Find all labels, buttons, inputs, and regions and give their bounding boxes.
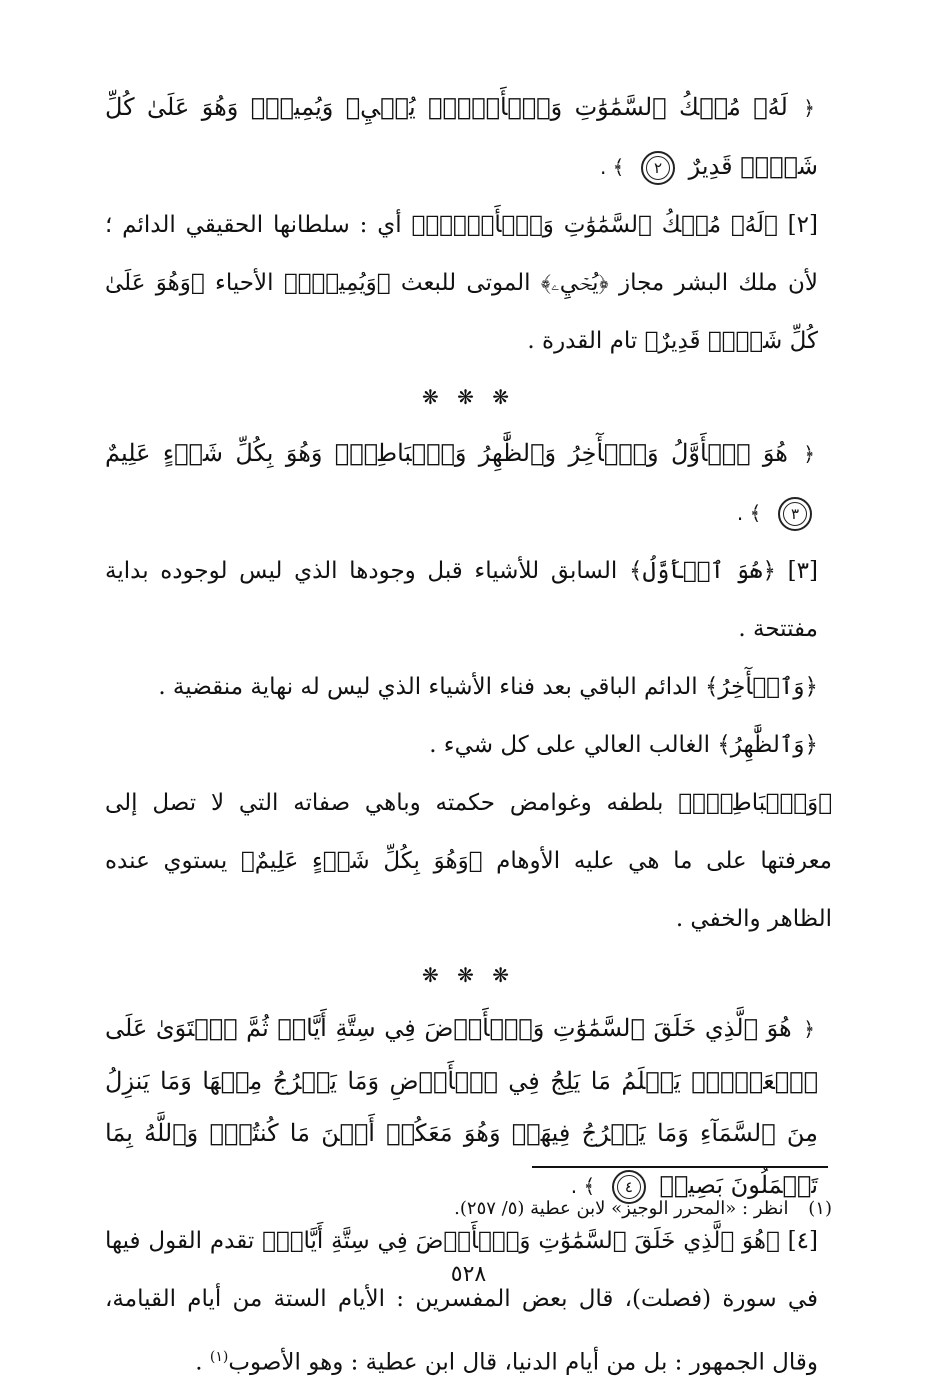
- commentary-text: تام القدرة .: [527, 328, 645, 354]
- verse-open-bracket: ﴿: [803, 442, 815, 466]
- commentary-text: أي : سلطانها الحقيقي الدائم ؛ لأن ملك البشر مجاز: [105, 212, 818, 296]
- commentary-3-zahir: [105, 716, 832, 774]
- commentary-text: يستوي عنده الظاهر والخفي .: [105, 848, 832, 932]
- verse-ref-number: [٣]: [776, 558, 818, 584]
- verse-4: [105, 1002, 832, 1212]
- commentary-text: الغالب العالي على كل شيء .: [429, 732, 718, 758]
- commentary-text: الدائم الباقي بعد فناء الأشياء الذي ليس له نهاية منقضية .: [158, 674, 705, 700]
- verse-text: هُوَ ٱلۡأَوَّلُ وَٱلۡأٓخِرُ وَٱلظَّٰهِرُ وَٱلۡبَاطِنُۖ وَهُوَ بِكُلِّ شَيۡءٍ عَلِيمٌ: [105, 439, 788, 467]
- verse-2: [105, 78, 832, 196]
- footnote-marker: (١): [808, 1198, 832, 1219]
- commentary-4: [105, 1212, 832, 1392]
- quoted-verse: ﴿وَيُمِيتُۖ﴾: [283, 270, 391, 296]
- quoted-verse: ﴿وَٱلۡبَاطِنُۖ﴾: [678, 790, 832, 816]
- ayah-number-medallion: ٣: [778, 497, 812, 531]
- quoted-verse: ﴿وَٱلظَّٰهِرُ﴾: [717, 732, 818, 758]
- verse-close-bracket: ﴾ .: [599, 155, 625, 179]
- commentary-2: [105, 196, 832, 370]
- footnote-reference[interactable]: (١): [209, 1349, 229, 1365]
- verse-ref-number: [٢]: [777, 212, 818, 238]
- verse-text: هُوَ ٱلَّذِي خَلَقَ ٱلسَّمَٰوَٰتِ وَٱلۡأَرۡضَ فِي سِتَّةِ أَيَّامٖ ثُمَّ ٱسۡتَوَىٰ عَلَى ٱلۡعَرۡشِۚ يَعۡلَمُ مَا يَلِجُ فِي ٱلۡأَرۡضِ وَمَا يَخۡرُجُ مِنۡهَا وَمَا يَنزِلُ مِنَ ٱلسَّمَآءِ وَمَا يَعۡرُجُ فِيهَاۖ وَهُوَ مَعَكُمۡ أَيۡنَ مَا كُنتُمۡۚ وَٱللَّهُ بِمَا تَعۡمَلُونَ بَصِيرٞ: [105, 1014, 818, 1199]
- verse-open-bracket: ﴿: [803, 1017, 815, 1041]
- commentary-3-first: [105, 542, 832, 658]
- quoted-verse: ﴿وَٱلۡأٓخِرُ﴾: [704, 674, 818, 700]
- ayah-number-medallion: ٤: [612, 1170, 646, 1204]
- quoted-verse: ﴿هُوَ ٱلۡأَوَّلُ﴾: [628, 558, 777, 584]
- ayah-number-medallion: ٢: [641, 151, 675, 185]
- quoted-verse: ﴿وَهُوَ بِكُلِّ شَيۡءٍ عَلِيمٌ﴾: [240, 848, 483, 874]
- footnote: [132, 1194, 832, 1224]
- section-separator: ❋ ❋ ❋: [422, 385, 515, 409]
- quoted-verse: ﴿وَهُوَ عَلَىٰ كُلِّ شَيۡءٖ قَدِيرٌ﴾: [105, 270, 818, 354]
- verse-text: لَهُۥ مُلۡكُ ٱلسَّمَٰوَٰتِ وَٱلۡأَرۡضِۖ يُحۡيِۦ وَيُمِيتُۖ وَهُوَ عَلَىٰ كُلِّ شَيۡءٖ قَدِيرٌ: [105, 93, 818, 180]
- section-separator: ❋ ❋ ❋: [422, 963, 515, 987]
- commentary-3-akhir: [105, 658, 832, 716]
- commentary-text: تقدم القول فيها في سورة (فصلت)، قال بعض المفسرين : الأيام الستة من أيام القيامة، وقال الجمهور : بل من أيام الدنيا، قال ابن عطية : وهو الأصوب: [105, 1228, 818, 1376]
- quoted-verse: ﴿هُوَ ٱلَّذِي خَلَقَ ٱلسَّمَٰوَٰتِ وَٱلۡأَرۡضَ فِي سِتَّةِ أَيَّامٖ﴾: [262, 1228, 780, 1254]
- commentary-text: الموتى للبعث: [390, 270, 541, 296]
- commentary-text: الأحياء: [204, 270, 284, 296]
- verse-3: [105, 424, 832, 542]
- quoted-verse: ﴿يُحۡيِۦ﴾: [540, 270, 609, 296]
- commentary-3-batin: [105, 774, 832, 948]
- verse-open-bracket: ﴿: [803, 96, 815, 120]
- verse-ref-number: [٤]: [779, 1228, 818, 1254]
- footnote-divider: [532, 1166, 828, 1168]
- commentary-text: بلطفه وغوامض حكمته وباهي صفاته التي لا تصل إلى معرفتها على ما هي عليه الأوهام: [105, 790, 832, 874]
- footnote-text: انظر : «المحرر الوجيز» لابن عطية (٥/ ٢٥٧).: [454, 1198, 789, 1219]
- verse-close-bracket: ﴾ .: [570, 1174, 596, 1198]
- commentary-text: السابق للأشياء قبل وجودها الذي ليس لوجوده بداية مفتتحة .: [105, 558, 818, 642]
- quoted-verse: ﴿لَهُۥ مُلۡكُ ٱلسَّمَٰوَٰتِ وَٱلۡأَرۡضِۖ﴾: [411, 212, 778, 238]
- commentary-text: .: [195, 1349, 210, 1376]
- page-number: ٥٢٨: [450, 1262, 487, 1287]
- verse-close-bracket: ﴾ .: [736, 501, 762, 525]
